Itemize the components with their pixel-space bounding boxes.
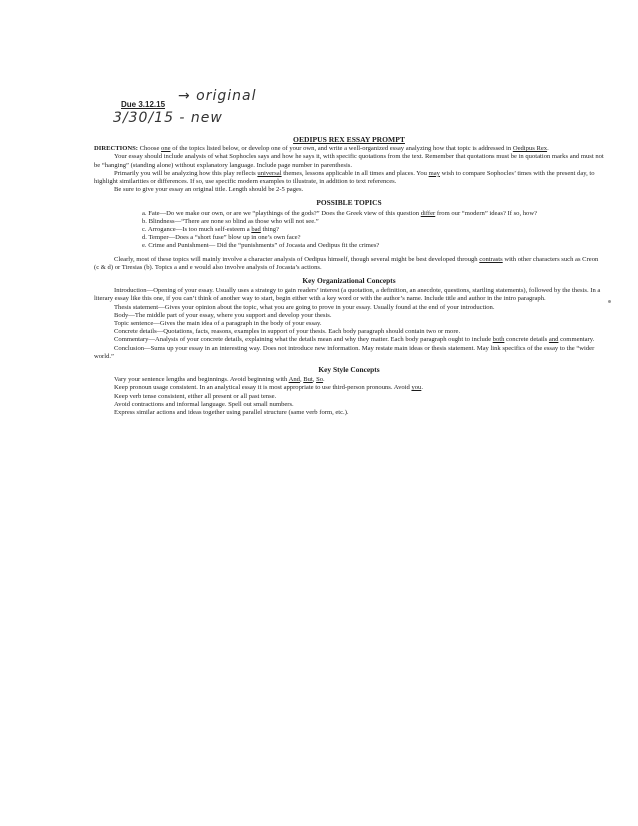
concrete-details-paragraph: Concrete details—Quotations, facts, reasons, examples in support of your thesis. Each body paragraph should contain two or more. — [114, 328, 461, 336]
topic-item: d. Temper—Does a “short fuse” blow up in one’s own face? — [142, 234, 301, 242]
analysis-paragraph: Your essay should include analysis of what Sophocles says and how he says it, with specific quotations from the text. Remember that quotations must be in quotation marks and must not be “hanging” (standing alone) without explanatory language. Include page number in parenthesis. — [94, 153, 604, 169]
themes-text: Primarily you will be analyzing how this play reflects — [114, 169, 258, 177]
style-underline-and: And — [288, 376, 300, 384]
body-paragraph: Body—The middle part of your essay, where you support and develop your thesis. — [114, 311, 332, 319]
themes-paragraph — [94, 170, 604, 186]
topic-underline-differ: differ — [420, 209, 436, 217]
style-line: Avoid contractions and informal language. Spell out small numbers. — [114, 400, 294, 408]
style-text: . — [323, 376, 325, 384]
topic-underline-bad: bad — [251, 226, 261, 234]
directions-text: of the topics listed below, or develop one of your own, and write a well-organized essay analyzing how that topic is addressed in — [170, 145, 513, 153]
directions-paragraph — [94, 145, 604, 153]
page-title: OEDIPUS REX ESSAY PROMPT — [293, 135, 405, 144]
style-text: , — [312, 376, 317, 384]
commentary-underline-and: and — [548, 336, 559, 344]
clearly-text: with other characters such as Creon (c & d) or Tiresias (b). Topics a and e would also involve analysis of Jocasta’s actions. — [94, 255, 599, 271]
topic-item: e. Crime and Punishment— Did the “punishments” of Jocasta and Oedipus fit the crimes? — [142, 242, 380, 250]
topic-item — [94, 210, 604, 218]
handwritten-original-note: → original — [178, 88, 257, 104]
topic-text: c. Arrogance—Is too much self-esteem a — [142, 226, 252, 234]
style-line — [94, 376, 604, 384]
directions-label: DIRECTIONS: — [94, 145, 138, 153]
conclusion-paragraph: Conclusion—Sums up your essay in an interesting way. Does not introduce new information. May restate main ideas or thesis statement. May link specifics of the essay to the “wider world.” — [94, 344, 595, 360]
length-paragraph: Be sure to give your essay an original title. Length should be 2-5 pages. — [114, 186, 304, 194]
handwritten-new-date-note: 3/30/15 - new — [113, 110, 223, 126]
clearly-text: Clearly, most of these topics will mainly involve a character analysis of Oedipus himself, though several might be best developed through — [114, 255, 480, 263]
directions-underline-title: Oedipus Rex — [512, 145, 548, 153]
topic-item — [94, 226, 604, 234]
clearly-paragraph — [94, 256, 604, 272]
directions-text: . — [547, 145, 549, 153]
key-style-header: Key Style Concepts — [318, 365, 380, 375]
style-underline-you: you — [411, 384, 422, 392]
due-date-label: Due 3.12.15 — [121, 100, 166, 109]
topic-text: from our “modern” ideas? If so, how? — [435, 209, 538, 217]
themes-underline-may: may — [428, 169, 440, 177]
themes-text: themes, lessons applicable in all times and places. You — [281, 169, 429, 177]
possible-topics-header: POSSIBLE TOPICS — [316, 198, 382, 208]
topic-sentence-paragraph: Topic sentence—Gives the main idea of a paragraph in the body of your essay. — [114, 320, 322, 328]
style-text: Keep pronoun usage consistent. In an analytical essay it is most appropriate to use third-person pronouns. Avoid — [114, 384, 412, 392]
style-line: Keep verb tense consistent, either all present or all past tense. — [114, 392, 277, 400]
style-text: , — [299, 376, 304, 384]
commentary-paragraph — [94, 336, 604, 344]
style-underline-so: So — [316, 376, 324, 384]
scan-speck — [608, 300, 611, 303]
themes-underline-universal: universal — [257, 169, 282, 177]
themes-text: wish to compare Sophocles’ times with the present day, to highlight similarities or differences. If so, use specific modern examples to illustrate, in addition to text references. — [94, 169, 595, 186]
commentary-text: concrete details — [504, 336, 549, 344]
commentary-text: commentary. — [558, 336, 595, 344]
directions-underline-one: one — [161, 145, 171, 153]
thesis-paragraph: Thesis statement—Gives your opinion about the topic, what you are going to prove in your essay. Usually found at the end of your introduction. — [114, 303, 495, 311]
topic-text: thing? — [260, 226, 279, 234]
topic-item: b. Blindness—“There are none so blind as those who will not see.” — [142, 217, 319, 225]
commentary-underline-both: both — [492, 336, 505, 344]
style-underline-but: But — [303, 376, 313, 384]
topic-text: a. Fate—Do we make our own, or are we “playthings of the gods?” Does the Greek view of this question — [142, 209, 421, 217]
directions-text: Choose — [137, 145, 162, 153]
style-text: . — [421, 384, 423, 392]
prompt-body — [94, 136, 604, 417]
style-line: Express similar actions and ideas together using parallel structure (same verb form, etc.). — [114, 409, 349, 417]
style-line — [94, 384, 604, 392]
key-organizational-header: Key Organizational Concepts — [302, 276, 396, 286]
clearly-underline-contrasts: contrasts — [479, 255, 503, 263]
introduction-paragraph: Introduction—Opening of your essay. Usually uses a strategy to gain readers’ interest (a quotation, a definition, an anecdote, questions, startling statements), followed by the thesis. In a literary essay like this one, if you can’t think of another way to start, begin either with a key word or with the author’s name. Include title and author in the intro paragraph. — [94, 287, 601, 303]
style-text: Vary your sentence lengths and beginnings. Avoid beginning with — [114, 376, 289, 384]
commentary-text: Commentary—Analysis of your concrete details, explaining what the details mean and why they matter. Each body paragraph ought to include — [114, 336, 493, 344]
